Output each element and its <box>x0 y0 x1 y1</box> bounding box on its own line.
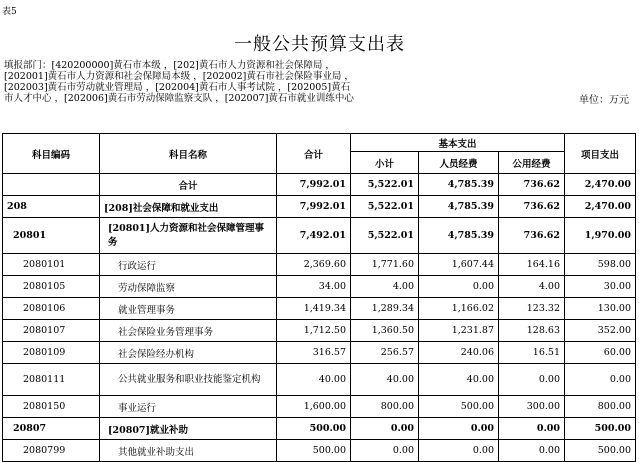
row-code: 2080150 <box>3 396 100 418</box>
table-row <box>3 218 636 254</box>
table-row <box>3 298 636 320</box>
header-total: 合计 <box>277 134 351 174</box>
row-code: 2080111 <box>3 364 100 396</box>
table-row <box>3 418 636 440</box>
row-project: 500.00 <box>565 440 636 462</box>
row-code: 20801 <box>3 218 100 254</box>
row-total: 1,600.00 <box>277 396 351 418</box>
row-public: 736.62 <box>499 196 565 218</box>
row-name: 其他就业补助支出 <box>100 440 277 462</box>
row-name: 社会保险业务管理事务 <box>100 320 277 342</box>
row-project: 800.00 <box>565 396 636 418</box>
row-project: 60.00 <box>565 342 636 364</box>
fill-department: 填报部门：[420200000]黄石市本级 ，[202]黄石市人力资源和社会保障局 ，[202001]黄石市人力资源和社会保障局本级 ，[202002]黄石市社会保险事业局 ，[202003]黄石市劳动就业管理局 ，[202004]黄石市人事考试院 ，[202005]黄石市人才中心 ，[202006]黄石市劳动保障监察支队 ，[202007]黄石市就业训练中心 <box>4 60 354 104</box>
row-total: 2,369.60 <box>277 254 351 276</box>
row-subtotal: 800.00 <box>351 396 419 418</box>
row-code: 208 <box>3 196 100 218</box>
row-project: 1,970.00 <box>565 218 636 254</box>
row-code: 20807 <box>3 418 100 440</box>
table-row <box>3 342 636 364</box>
row-total: 1,419.34 <box>277 298 351 320</box>
row-code: 2080101 <box>3 254 100 276</box>
row-personnel: 240.06 <box>419 342 499 364</box>
row-total: 1,712.50 <box>277 320 351 342</box>
header-name: 科目名称 <box>100 134 277 174</box>
row-personnel: 1,607.44 <box>419 254 499 276</box>
row-total: 7,492.01 <box>277 218 351 254</box>
row-public: 0.00 <box>499 418 565 440</box>
row-personnel: 500.00 <box>419 396 499 418</box>
row-personnel: 1,231.87 <box>419 320 499 342</box>
row-code: 2080799 <box>3 440 100 462</box>
table-row <box>3 364 636 396</box>
row-name: 就业管理事务 <box>100 298 277 320</box>
row-public: 0.00 <box>499 440 565 462</box>
row-code: 2080107 <box>3 320 100 342</box>
row-public: 300.00 <box>499 396 565 418</box>
row-subtotal: 4.00 <box>351 276 419 298</box>
row-name: [20801]人力资源和社会保障管理事务 <box>100 218 277 254</box>
row-personnel: 1,166.02 <box>419 298 499 320</box>
row-total: 40.00 <box>277 364 351 396</box>
header-personnel: 人员经费 <box>419 152 499 174</box>
row-name: 劳动保障监察 <box>100 276 277 298</box>
row-public: 128.63 <box>499 320 565 342</box>
row-subtotal: 1,289.34 <box>351 298 419 320</box>
row-public: 0.00 <box>499 364 565 396</box>
row-public: 4.00 <box>499 276 565 298</box>
table-row <box>3 196 636 218</box>
row-public: 164.16 <box>499 254 565 276</box>
row-total: 500.00 <box>277 418 351 440</box>
row-public: 736.62 <box>499 218 565 254</box>
row-personnel: 4,785.39 <box>419 218 499 254</box>
row-personnel: 4,785.39 <box>419 174 499 196</box>
row-code: 2080105 <box>3 276 100 298</box>
header-subtotal: 小计 <box>351 152 419 174</box>
row-name: 社会保险经办机构 <box>100 342 277 364</box>
expenditure-table <box>2 133 636 462</box>
row-subtotal: 256.57 <box>351 342 419 364</box>
table-row <box>3 174 636 196</box>
table-row <box>3 276 636 298</box>
row-project: 2,470.00 <box>565 174 636 196</box>
row-total: 7,992.01 <box>277 196 351 218</box>
row-total: 34.00 <box>277 276 351 298</box>
table-row <box>3 320 636 342</box>
row-project: 352.00 <box>565 320 636 342</box>
row-subtotal: 0.00 <box>351 418 419 440</box>
row-name: [208]社会保障和就业支出 <box>100 196 277 218</box>
row-project: 500.00 <box>565 418 636 440</box>
row-public: 123.32 <box>499 298 565 320</box>
row-subtotal: 5,522.01 <box>351 196 419 218</box>
header-public: 公用经费 <box>499 152 565 174</box>
table-row <box>3 396 636 418</box>
row-subtotal: 5,522.01 <box>351 174 419 196</box>
row-name: 行政运行 <box>100 254 277 276</box>
row-name: 事业运行 <box>100 396 277 418</box>
row-project: 2,470.00 <box>565 196 636 218</box>
row-code: 2080109 <box>3 342 100 364</box>
row-subtotal: 40.00 <box>351 364 419 396</box>
page-tag: 表5 <box>2 7 17 17</box>
row-personnel: 0.00 <box>419 276 499 298</box>
header-code: 科目编码 <box>3 134 100 174</box>
row-project: 30.00 <box>565 276 636 298</box>
table-row <box>3 254 636 276</box>
row-code: 2080106 <box>3 298 100 320</box>
table-row <box>3 440 636 462</box>
row-public: 736.62 <box>499 174 565 196</box>
row-name: 公共就业服务和职业技能鉴定机构 <box>100 364 277 396</box>
row-subtotal: 5,522.01 <box>351 218 419 254</box>
row-name: 合计 <box>100 174 277 196</box>
row-subtotal: 1,360.50 <box>351 320 419 342</box>
row-subtotal: 1,771.60 <box>351 254 419 276</box>
row-code <box>3 174 100 196</box>
row-project: 0.00 <box>565 364 636 396</box>
unit-label: 单位：万元 <box>579 95 629 106</box>
row-name: [20807]就业补助 <box>100 418 277 440</box>
header-project: 项目支出 <box>565 134 636 174</box>
row-subtotal: 0.00 <box>351 440 419 462</box>
row-personnel: 40.00 <box>419 364 499 396</box>
row-project: 130.00 <box>565 298 636 320</box>
row-total: 500.00 <box>277 440 351 462</box>
row-project: 598.00 <box>565 254 636 276</box>
row-total: 316.57 <box>277 342 351 364</box>
row-public: 16.51 <box>499 342 565 364</box>
row-personnel: 0.00 <box>419 418 499 440</box>
row-personnel: 4,785.39 <box>419 196 499 218</box>
row-personnel: 0.00 <box>419 440 499 462</box>
row-total: 7,992.01 <box>277 174 351 196</box>
header-basic: 基本支出 <box>351 134 565 152</box>
page-title: 一般公共预算支出表 <box>234 34 405 55</box>
